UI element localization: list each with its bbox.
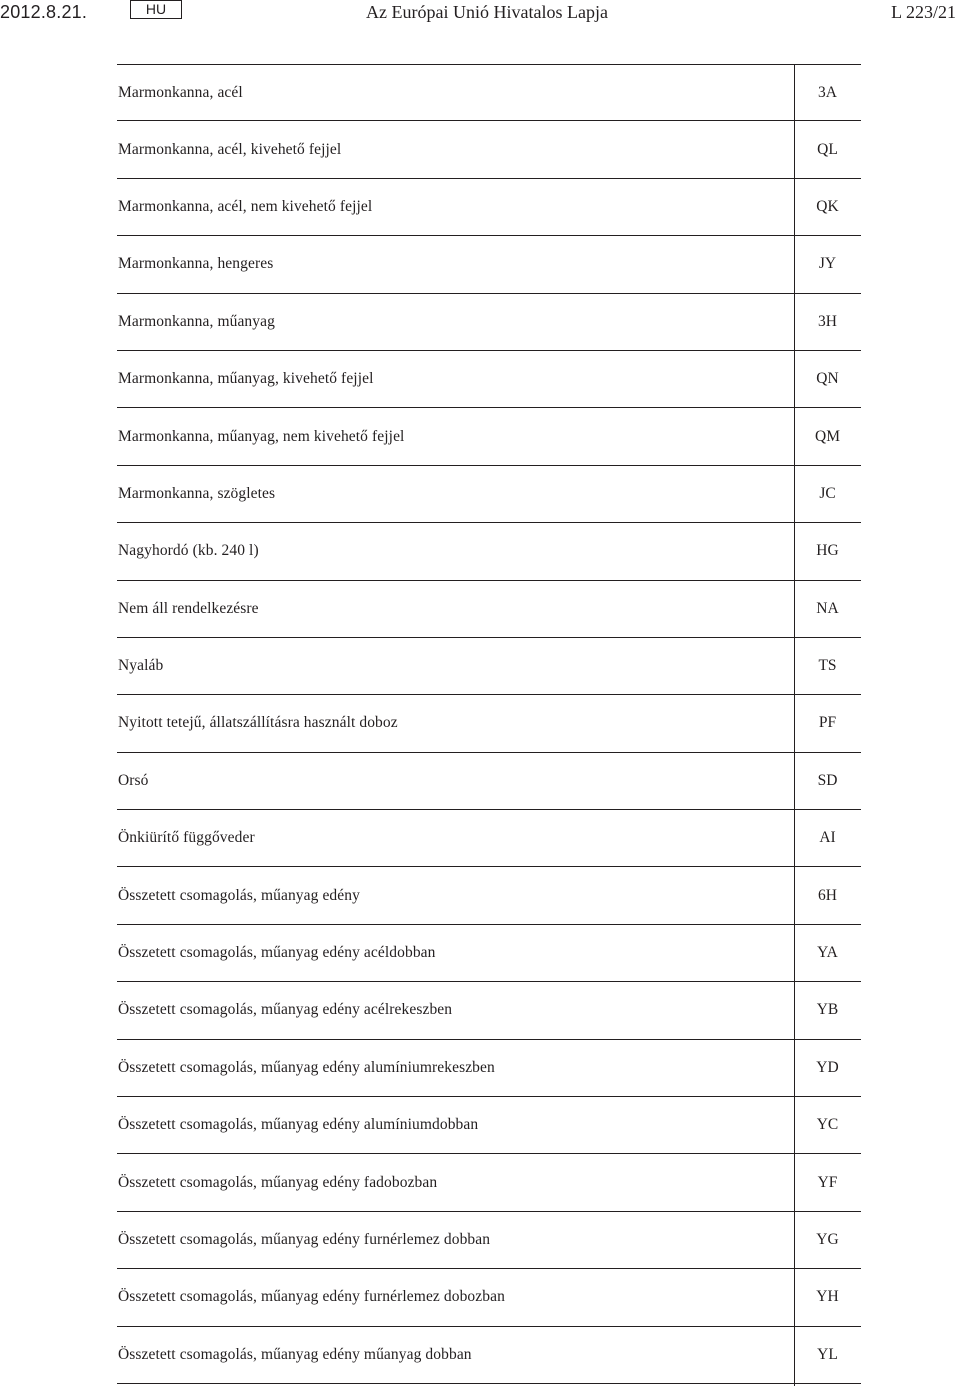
- packaging-description: Marmonkanna, szögletes: [118, 484, 276, 502]
- packaging-code: YF: [817, 1173, 838, 1191]
- packaging-code: QM: [815, 427, 840, 445]
- packaging-code: NA: [816, 599, 839, 617]
- packaging-code: YA: [817, 944, 838, 962]
- packaging-code: PF: [818, 714, 837, 732]
- packaging-code: QN: [816, 370, 839, 388]
- table-row: [117, 1327, 861, 1384]
- packaging-code: 3H: [818, 312, 837, 330]
- packaging-description: Nagyhordó (kb. 240 l): [118, 542, 259, 560]
- packaging-description: Összetett csomagolás, műanyag edény acélrekeszben: [118, 1001, 453, 1019]
- table-row: [117, 351, 861, 408]
- packaging-description: Marmonkanna, acél, kivehető fejjel: [118, 140, 342, 158]
- table-row: [117, 408, 861, 465]
- table-row: [117, 466, 861, 523]
- table-row: [117, 867, 861, 924]
- packaging-description: Összetett csomagolás, műanyag edény alumíniumrekeszben: [118, 1058, 495, 1076]
- packaging-code: 3A: [818, 83, 837, 101]
- packaging-code: SD: [817, 771, 838, 789]
- packaging-code: YL: [817, 1345, 838, 1363]
- table-row: [117, 925, 861, 982]
- table-row: [117, 581, 861, 638]
- table-row: [117, 1040, 861, 1097]
- packaging-code: JY: [818, 255, 837, 273]
- packaging-description: Marmonkanna, műanyag, kivehető fejjel: [118, 370, 374, 388]
- table-row: [117, 294, 861, 351]
- packaging-code: JC: [819, 484, 836, 502]
- table-row: [117, 695, 861, 752]
- packaging-code: YG: [816, 1231, 839, 1248]
- packaging-code: YB: [816, 1001, 839, 1019]
- table-row: [117, 179, 861, 236]
- page-header: [0, 0, 960, 24]
- packaging-code: HG: [816, 542, 839, 560]
- packaging-description: Nyaláb: [118, 657, 164, 675]
- packaging-description: Összetett csomagolás, műanyag edény fadobozban: [118, 1173, 438, 1191]
- table-row: [117, 638, 861, 695]
- table-row: [117, 810, 861, 867]
- packaging-description: Összetett csomagolás, műanyag edény: [118, 886, 360, 904]
- packaging-description: Összetett csomagolás, műanyag edény alumíniumdobban: [118, 1116, 479, 1134]
- table-row: [117, 236, 861, 293]
- packaging-description: Marmonkanna, acél, nem kivehető fejjel: [118, 197, 373, 215]
- table-row: [117, 1212, 861, 1269]
- packaging-code: 6H: [818, 886, 837, 904]
- packaging-description: Nem áll rendelkezésre: [118, 599, 259, 617]
- packaging-description: Orsó: [118, 771, 149, 789]
- table-row: [117, 1154, 861, 1211]
- packaging-code: TS: [818, 657, 837, 675]
- packaging-code-table: [117, 64, 861, 1384]
- packaging-description: Összetett csomagolás, műanyag edény acéldobban: [118, 944, 436, 962]
- packaging-description: Nyitott tetejű, állatszállításra használt doboz: [118, 714, 398, 732]
- table-row: [117, 1097, 861, 1154]
- journal-title: Az Európai Unió Hivatalos Lapja: [366, 2, 608, 22]
- packaging-code: YC: [816, 1116, 839, 1134]
- packaging-code: YH: [816, 1288, 839, 1306]
- packaging-description: Összetett csomagolás, műanyag edény furnérlemez dobozban: [118, 1288, 505, 1306]
- packaging-code: QL: [817, 140, 838, 158]
- table-row: [117, 1269, 861, 1326]
- table-row: [117, 753, 861, 810]
- language-badge: HU: [130, 0, 182, 19]
- table-row: [117, 64, 861, 121]
- packaging-description: Marmonkanna, hengeres: [118, 255, 274, 273]
- page-reference: L 223/21: [891, 2, 956, 22]
- packaging-description: Önkiürítő függőveder: [118, 829, 255, 847]
- packaging-description: Marmonkanna, műanyag: [118, 312, 275, 330]
- publication-date: 2012.8.21.: [0, 2, 88, 22]
- packaging-description: Marmonkanna, acél: [118, 83, 243, 101]
- packaging-code: QK: [816, 197, 839, 215]
- packaging-description: Összetett csomagolás, műanyag edény műanyag dobban: [118, 1345, 472, 1363]
- packaging-description: Marmonkanna, műanyag, nem kivehető fejjel: [118, 427, 405, 445]
- packaging-code: YD: [816, 1058, 839, 1076]
- packaging-description: Összetett csomagolás, műanyag edény furnérlemez dobban: [118, 1231, 491, 1248]
- packaging-code: AI: [819, 829, 836, 847]
- table-row: [117, 523, 861, 580]
- table-row: [117, 982, 861, 1039]
- table-row: [117, 121, 861, 178]
